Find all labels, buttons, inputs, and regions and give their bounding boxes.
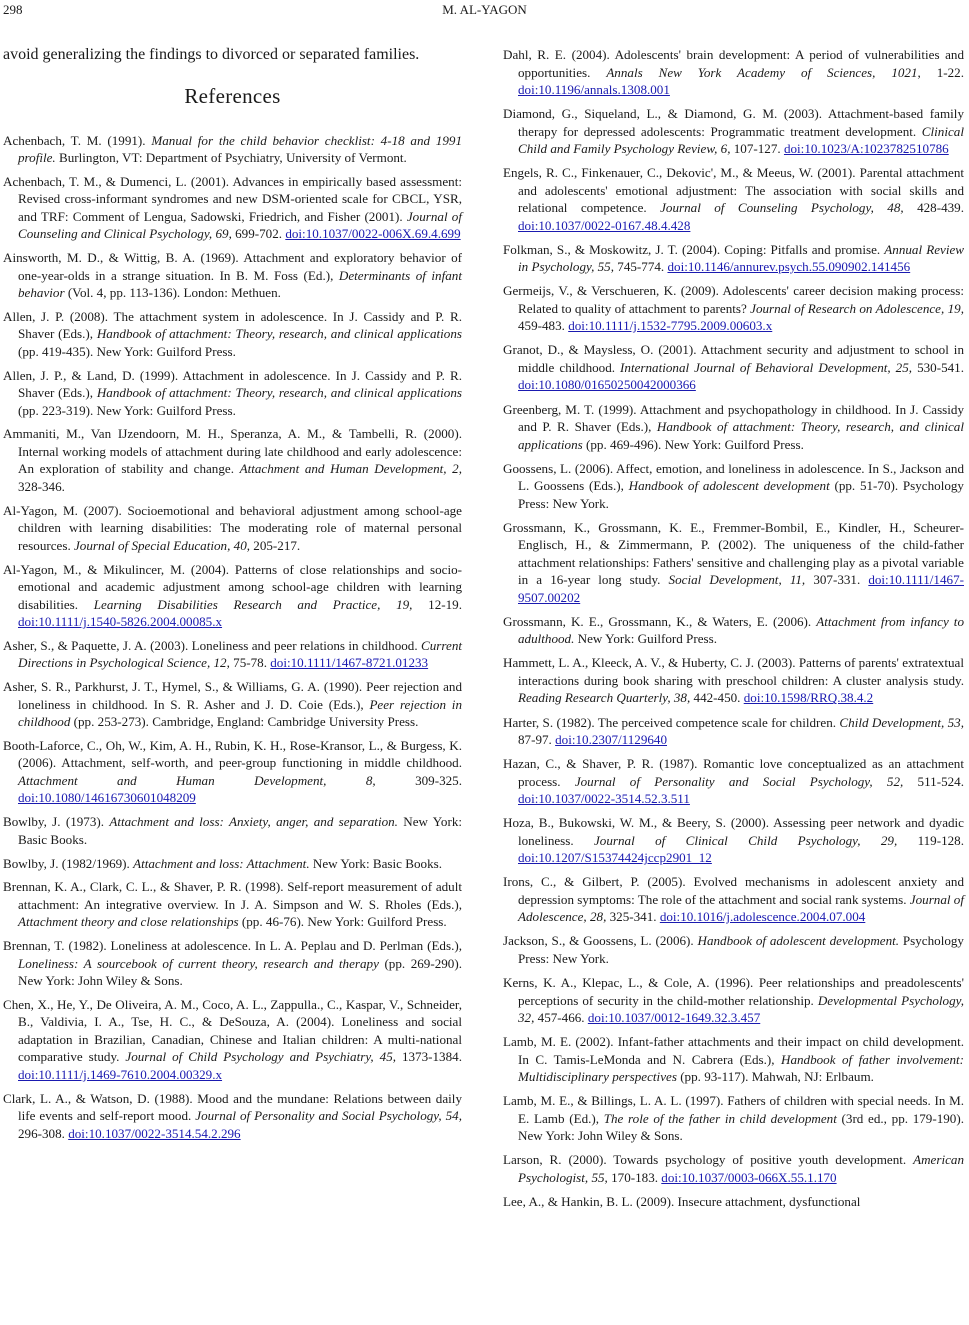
page-header [0,0,969,20]
reference-journal: Handbook of adolescent development [628,478,830,494]
reference-text: Engels, R. C., Finkenauer, C., Dekovic', M., & Meeus, W. (2001). Parental attachment and adolescents' emotional adjustment: The association with social skills and relational competence. [503,165,964,216]
reference-detail: (3rd ed., pp. 179-190). New York: John Wiley & Sons. [518,1110,964,1144]
reference-journal: Attachment and loss: Attachment. [133,855,310,871]
reference-entry [3,173,462,243]
reference-journal: Loneliness: A sourcebook of current theory, research and therapy [18,955,379,971]
reference-entry [3,367,462,420]
doi-link[interactable]: doi:10.1023/A:1023782510786 [783,141,949,157]
reference-journal: American Psychologist, 55, [518,1152,964,1185]
doi-link[interactable]: doi:10.1037/0022-3514.54.2.296 [68,1125,241,1141]
reference-detail: 307-331. [805,572,869,588]
reference-entry [503,282,964,335]
reference-text: Granot, D., & Maysless, O. (2001). Attachment security and adjustment to school in middle childhood. [503,342,964,375]
reference-entry [503,1092,964,1145]
reference-entry [503,1193,964,1211]
reference-text: Bowlby, J. (1982/1969). [3,855,134,871]
left-reference-list [3,132,462,1143]
reference-journal: Social Development, 11, [668,572,806,588]
doi-link[interactable]: doi:10.1037/0022-0167.48.4.428 [518,217,691,233]
right-reference-list [503,46,964,1210]
reference-entry [503,401,964,454]
reference-entry [3,855,462,873]
reference-journal: Journal of Clinical Child Psychology, 29, [594,832,898,848]
reference-detail: 12-19. [412,596,462,612]
reference-journal: Attachment and loss: Anxiety, anger, and separation. [109,814,398,830]
doi-link[interactable]: doi:10.1037/0022-006X.69.4.699 [285,226,461,242]
reference-entry [3,502,462,555]
reference-detail: 442-450. [690,690,744,706]
reference-text: Brennan, T. (1982). Loneliness at adolescence. In L. A. Peplau and D. Perlman (Eds.), [3,938,462,954]
reference-entry [3,937,462,990]
reference-detail: New York: Basic Books. [309,855,442,871]
reference-journal: Journal of Counseling and Clinical Psychology, 69, [18,208,462,242]
reference-entry [503,1033,964,1086]
doi-link[interactable]: doi:10.1111/1467-8721.01233 [270,655,429,671]
reference-entry [503,974,964,1027]
reference-entry [503,519,964,607]
reference-text: Dahl, R. E. (2004). Adolescents' brain development: A period of vulnerabilities and opportunities. [503,47,964,80]
reference-journal: Peer rejection in childhood [18,696,462,730]
reference-entry [3,813,462,848]
reference-detail: 459-483. [518,318,569,334]
reference-journal: Handbook of father involvement: Multidisciplinary perspectives [518,1051,964,1085]
doi-link[interactable]: doi:10.1111/j.1469-7610.2004.00329.x [18,1066,223,1082]
intro-paragraph: avoid generalizing the findings to divorced or separated families. [3,46,420,63]
reference-journal: Attachment and Human Development, 8, [18,772,376,788]
reference-journal: Clinical Child and Family Psychology Review, 6, [518,123,964,157]
page-number: 298 [3,2,23,17]
reference-entry [3,561,462,631]
reference-entry [503,105,964,158]
reference-entry [503,46,964,99]
reference-detail: 170-183. [607,1169,662,1185]
reference-entry [3,132,462,167]
reference-text: Hammett, L. A., Kleeck, A. V., & Huberty, C. J. (2003). Patterns of parents' extratextual interactions during book sharing with preschool children: A cluster analysis study. [503,655,964,688]
reference-detail: 428-439. [903,200,964,216]
doi-link[interactable]: doi:10.1111/1467-9507.00202 [518,572,964,605]
right-column [503,46,964,1217]
reference-detail: 699-702. [231,226,286,242]
reference-text: Kerns, K. A., Klepac, L., & Cole, A. (1996). Peer relationships and preadolescents' perceptions of security in the child-mother relationship. [503,975,964,1008]
reference-text: Larson, R. (2000). Towards psychology of positive youth development. [503,1152,914,1168]
reference-text: Harter, S. (1982). The perceived competence scale for children. [503,714,840,730]
reference-journal: Journal of Research on Adolescence, 19, [750,300,964,316]
reference-entry [3,1090,462,1143]
reference-entry [503,654,964,707]
reference-detail: (pp. 93-117). Mahwah, NJ: Erlbaum. [676,1069,874,1085]
reference-text: Asher, S., & Paquette, J. A. (2003). Loneliness and peer relations in childhood. [3,637,422,653]
reference-journal: Manual for the child behavior checklist: 4-18 and 1991 profile. [18,132,462,165]
doi-link[interactable]: doi:10.1080/14616730601048209 [18,790,196,806]
reference-detail: (pp. 469-496). New York: Guilford Press. [582,436,804,452]
reference-entry [3,878,462,931]
reference-journal: Developmental Psychology, 32, [518,992,965,1025]
reference-journal: Journal of Personality and Social Psychology, 52, [574,773,904,789]
reference-entry [503,714,964,749]
reference-text: Diamond, G., Siqueland, L., & Diamond, G. M. (2003). Attachment-based family therapy for depressed adolescents: Programmatic treatment development. [503,106,964,139]
reference-entry [3,637,462,672]
reference-detail: 745-774. [614,259,668,275]
reference-journal: Attachment theory and close relationships [18,914,239,930]
reference-journal: Journal of Adolescence, 28, [518,891,964,925]
reference-text: Goossens, L. (2006). Affect, emotion, and loneliness in adolescence. In S., Jackson and L. Goossens (Eds.), [503,460,964,494]
reference-journal: Annals New York Academy of Sciences, 1021, [606,64,921,80]
reference-entry [503,341,964,394]
reference-entry [3,678,462,731]
reference-journal: The role of the father in child development [603,1110,837,1126]
reference-detail: 75-78. [229,655,271,671]
reference-journal: Journal of Counseling Psychology, 48, [660,200,904,216]
reference-entry [3,996,462,1084]
reference-entry [503,814,964,867]
reference-text: Lamb, M. E., & Billings, L. A. L. (1997). Fathers of children with special needs. In M. E. Lamb (Ed.), [503,1093,964,1126]
doi-link[interactable]: doi:10.1207/S15374424jccp2901_12 [518,850,712,866]
doi-link[interactable]: doi:10.1037/0003-066X.55.1.170 [661,1169,837,1185]
reference-detail: 1-22. [920,64,964,80]
reference-detail: 296-308. [18,1125,69,1141]
reference-detail: (pp. 269-290). New York: John Wiley & Sons. [18,955,462,989]
reference-text: Booth-Laforce, C., Oh, W., Kim, A. H., Rubin, K. H., Rose-Kransor, L., & Burgess, K. (2006). Attachment, self-worth, and peer-group functioning in middle childhood. [3,737,462,771]
reference-journal: Handbook of attachment: Theory, research, and clinical applications [96,385,462,401]
reference-journal: Attachment from infancy to adulthood. [518,613,964,647]
reference-entry [503,755,964,808]
reference-journal: Determinants of infant behavior [18,267,462,301]
reference-detail: 1373-1384. [396,1049,462,1065]
reference-text: Allen, J. P., & Land, D. (1999). Attachment in adolescence. In J. Cassidy and P. R. Shaver (Eds.), [3,367,462,401]
reference-entry [3,249,462,302]
reference-detail: New York: Basic Books. [18,814,463,847]
reference-entry [503,873,964,926]
reference-journal: Handbook of adolescent development. [697,933,900,949]
reference-detail: 119-128. [897,832,964,848]
reference-text: Germeijs, V., & Verschueren, K. (2009). Adolescents' career decision making process: Related to quality of attachment to parents? [503,283,964,316]
reference-entry [3,308,462,361]
doi-link[interactable]: doi:10.1598/RRQ.38.4.2 [743,690,874,706]
reference-detail: Psychology Press: New York. [518,933,964,966]
reference-detail: (pp. 419-435). New York: Guilford Press. [18,343,236,359]
reference-detail: 87-97. [518,732,556,748]
reference-entry [503,164,964,234]
reference-text: Clark, L. A., & Watson, D. (1988). Mood and the mundane: Relations between daily life events and self-report mood. [3,1090,462,1124]
reference-detail: 205-217. [250,537,301,553]
reference-journal: Journal of Personality and Social Psychology, 54, [195,1108,462,1124]
doi-link[interactable]: doi:10.1111/j.1532-7795.2009.00603.x [568,318,773,334]
reference-detail: (Vol. 4, pp. 113-136). London: Methuen. [64,285,281,301]
doi-link[interactable]: doi:10.1146/annurev.psych.55.090902.141456 [667,259,911,275]
reference-text: Lee, A., & Hankin, B. L. (2009). Insecure attachment, dysfunctional [503,1193,861,1209]
doi-link[interactable]: doi:10.1016/j.adolescence.2004.07.004 [659,909,866,925]
reference-journal: Annual Review in Psychology, 55, [518,241,964,275]
reference-detail: 328-346. [18,478,65,494]
reference-journal: Handbook of attachment: Theory, research, and clinical applications [96,326,462,342]
reference-entry [503,932,964,967]
reference-journal: Journal of Child Psychology and Psychiatry, 45, [125,1049,397,1065]
reference-journal: Learning Disabilities Research and Practice, 19, [93,596,413,612]
reference-text: Lamb, M. E. (2002). Infant-father attachments and their impact on child development. In C. Tamis-LeMonda and N. Cabrera (Eds.), [503,1034,964,1067]
reference-text: Grossmann, K. E., Grossmann, K., & Waters, E. (2006). [503,613,817,629]
reference-entry [503,613,964,648]
reference-detail: Burlington, VT: Department of Psychiatry, University of Vermont. [55,150,407,165]
reference-text: Al-Yagon, M. (2007). Socioemotional and behavioral adjustment among school-age children with learning disabilities: The moderating role of maternal personal resources. [3,502,462,553]
reference-entry [503,1151,964,1186]
reference-detail: (pp. 51-70). Psychology Press: New York. [518,478,964,511]
reference-text: Al-Yagon, M., & Mikulincer, M. (2004). Patterns of close relationships and socio-emotional and academic adjustment among school-age children with learning disabilities. [3,561,462,612]
doi-link[interactable]: doi:10.2307/1129640 [555,732,668,748]
doi-link[interactable]: doi:10.1196/annals.1308.001 [518,82,670,97]
reference-text: Ammaniti, M., Van IJzendoorn, M. H., Speranza, A. M., & Tambelli, R. (2000). Internal working models of attachment during late childhood and early adolescence: An exploration of stability and change. [3,426,462,477]
reference-text: Hoza, B., Bukowski, W. M., & Beery, S. (2000). Assessing peer network and dyadic loneliness. [503,815,964,848]
doi-link[interactable]: doi:10.1111/j.1540-5826.2004.00085.x [18,614,223,630]
reference-journal: Handbook of attachment: Theory, research, and clinical applications [518,419,964,452]
running-head: M. AL-YAGON [442,2,527,17]
reference-journal: Child Development, 53, [839,714,964,730]
reference-entry [503,241,964,276]
reference-text: Bowlby, J. (1973). [3,814,110,830]
reference-entry [3,425,462,495]
reference-detail: 530-541. [912,359,964,375]
reference-journal: Reading Research Quarterly, 38, [518,690,691,706]
reference-text: Chen, X., He, Y., De Oliveira, A. M., Coco, A. L., Zappulla., C., Kaspar, V., Schneider, B., Valdivia, I. A., Tse, H. C., & DeSouza, A. (2004). Loneliness and social adaptation in Brazilian, Canadian, Chinese and Italian children: A multi-national comparative study. [3,996,462,1065]
doi-link[interactable]: doi:10.1037/0022-3514.52.3.511 [518,791,690,807]
reference-text: Jackson, S., & Goossens, L. (2006). [503,933,698,949]
reference-text: Allen, J. P. (2008). The attachment system in adolescence. In J. Cassidy and P. R. Shaver (Eds.), [3,308,462,342]
references-heading: References [184,84,281,108]
reference-detail: 457-466. [534,1010,588,1025]
reference-journal: International Journal of Behavioral Development, 25, [620,359,913,375]
reference-entry [503,460,964,513]
reference-text: Brennan, K. A., Clark, C. L., & Shaver, P. R. (1998). Self-report measurement of adult attachment: An integrative overview. In J. A. Simpson and W. S. Rholes (Eds.), [3,879,462,912]
reference-detail: (pp. 223-319). New York: Guilford Press. [18,402,236,418]
reference-text: Achenbach, T. M. (1991). [3,132,152,148]
reference-detail: 325-341. [606,909,660,925]
reference-detail: 511-524. [903,773,964,789]
reference-text: Ainsworth, M. D., & Wittig, B. A. (1969). Attachment and exploratory behavior of one-year-olds in a strange situation. In B. M. Foss (Ed.), [3,250,462,283]
left-column [3,44,462,1149]
reference-journal: Current Directions in Psychological Science, 12, [18,637,462,671]
doi-link[interactable]: doi:10.1080/01650250042000366 [518,377,696,393]
reference-detail: New York: Guilford Press. [574,631,717,647]
reference-text: Greenberg, M. T. (1999). Attachment and psychopathology in childhood. In J. Cassidy and P. R. Shaver (Eds.), [503,401,964,435]
reference-entry [3,737,462,807]
reference-text: Irons, C., & Gilbert, P. (2005). Evolved mechanisms in adolescent anxiety and depression symptoms: The role of the attachment and social rank systems. [503,874,964,907]
reference-journal: Journal of Special Education, 40, [74,537,251,553]
doi-link[interactable]: doi:10.1037/0012-1649.32.3.457 [587,1010,761,1025]
reference-text: Grossmann, K., Grossmann, K. E., Fremmer-Bombil, E., Kindler, H., Scheurer-Englisch, H., & Zimmermann, P. (2002). The uniqueness of the child-father attachment relationships: Fathers' sensitive and challenging play as a pivotal variable in a 16-year long study. [503,519,964,588]
reference-detail: (pp. 46-76). New York: Guilford Press. [238,914,447,930]
reference-detail: 309-325. [375,772,462,788]
reference-text: Asher, S. R., Parkhurst, J. T., Hymel, S., & Williams, G. A. (1990). Peer rejection and loneliness in childhood. In S. R. Asher and J. D. Coie (Eds.), [3,679,462,712]
reference-text: Achenbach, T. M., & Dumenci, L. (2001). Advances in empirically based assessment: Revised cross-informant syndromes and new DSM-oriented scale for CBCL, YSR, and TRF: Comment of Lengua, Sadowski, Friedrich, and Fisher (2001). [3,173,462,224]
reference-journal: Attachment and Human Development, 2, [239,461,462,477]
reference-text: Folkman, S., & Moskowitz, J. T. (2004). Coping: Pitfalls and promise. [503,241,885,257]
reference-detail: (pp. 253-273). Cambridge, England: Cambridge University Press. [70,714,419,730]
reference-detail: 107-127. [730,141,784,157]
reference-text: Hazan, C., & Shaver, P. R. (1987). Romantic love conceptualized as an attachment process. [503,756,964,789]
